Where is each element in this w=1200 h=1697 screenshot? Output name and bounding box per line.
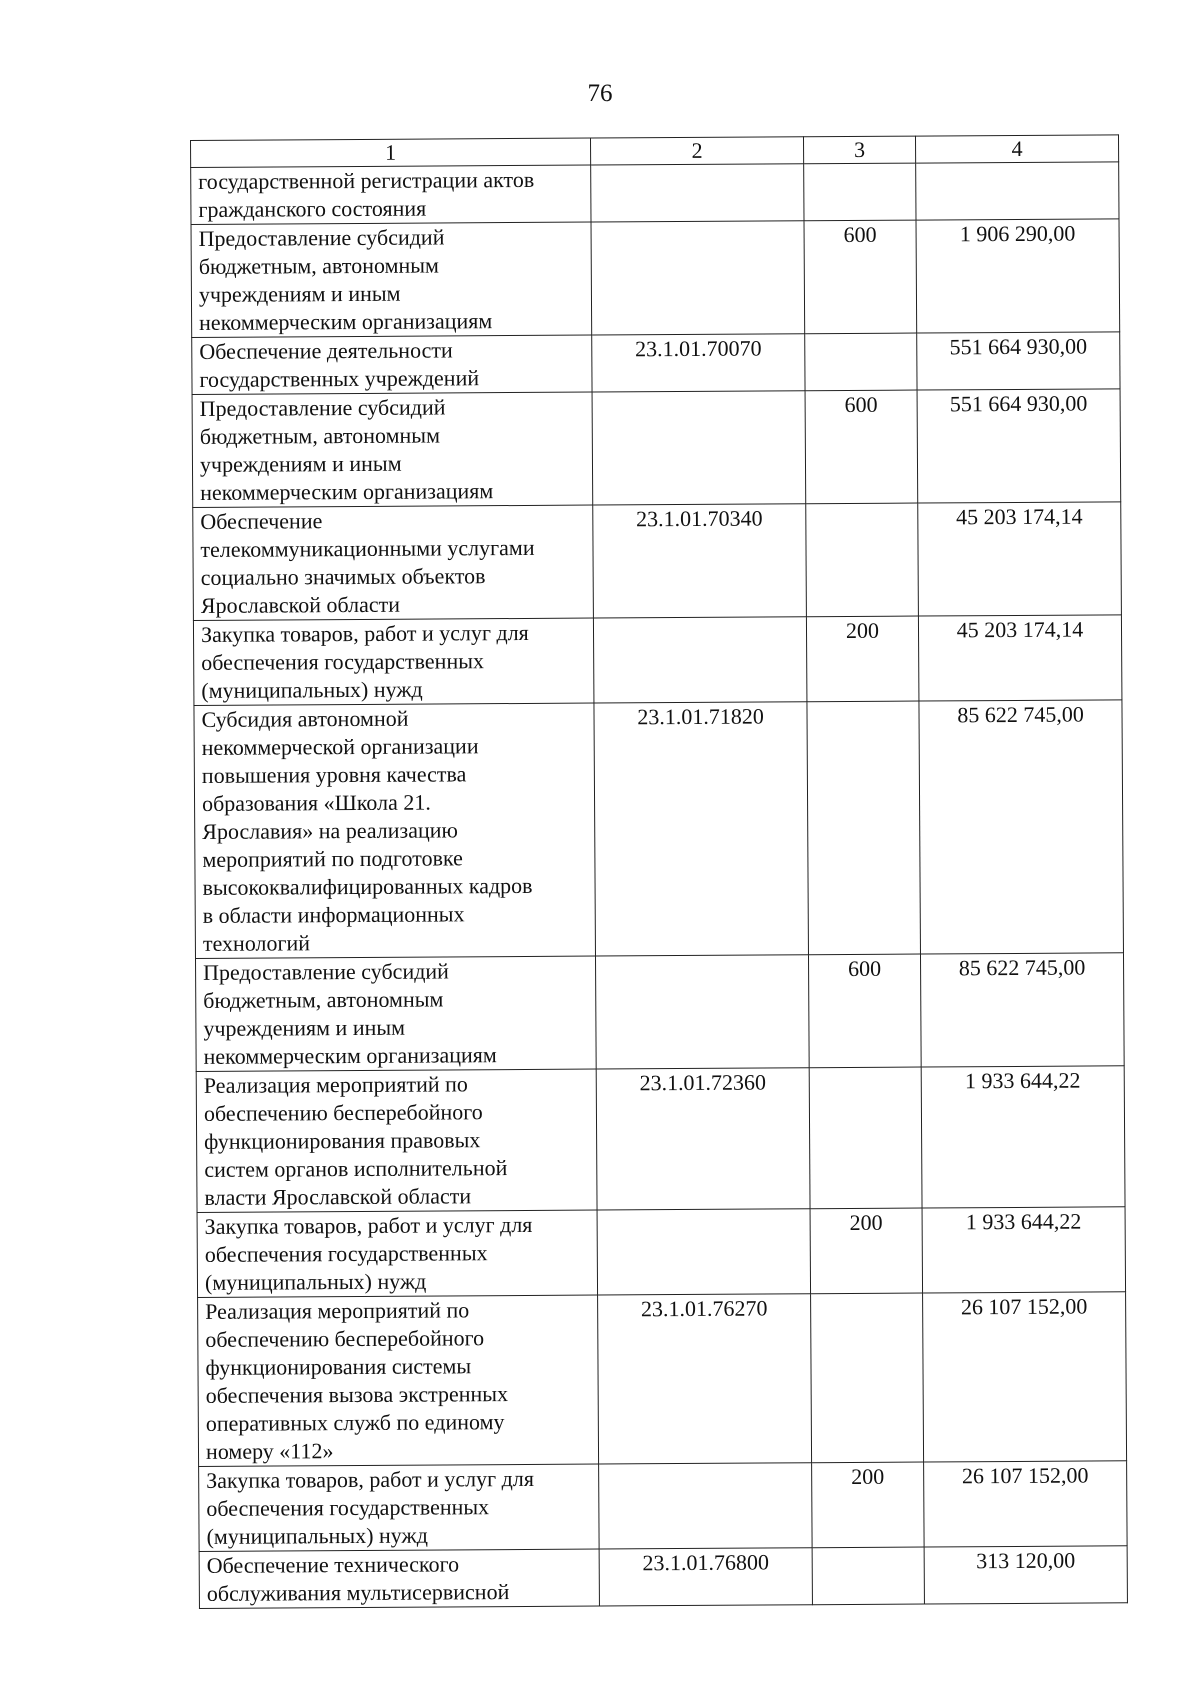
row-name-line: образования «Школа 21. [201,789,431,816]
row-expense-type-cell: 600 [805,390,918,504]
table-row [199,1461,1128,1552]
row-name-line: оперативных служб по единому [205,1409,505,1436]
row-name-cell [193,618,594,705]
row-amount-cell: 85 622 745,00 [920,953,1124,1067]
row-name-line: обеспечения вызова экстренных [205,1381,509,1408]
table-body [191,162,1128,1609]
row-code-cell [592,391,806,505]
row-name-line: повышения уровня качества [201,761,467,788]
row-name-line: функционирования системы [205,1353,472,1380]
row-amount-cell: 551 664 930,00 [917,332,1120,390]
row-name-line: Закупка товаров, работ и услуг для [204,1211,533,1239]
row-name-line: в области информационных [202,901,465,928]
row-amount-cell [916,162,1119,220]
table-row [192,332,1120,395]
row-name-cell [199,1464,600,1551]
row-code-cell [591,221,805,335]
row-amount-cell: 45 203 174,14 [918,502,1122,616]
row-name-cell [194,703,596,958]
row-name-cell [192,392,593,507]
row-name-cell [197,1210,598,1297]
row-name-line: Ярославской области [200,591,401,618]
row-name-line: некоммерческим организациям [203,1042,497,1069]
row-name-line: обеспечения государственных [201,648,485,675]
row-name-cell [195,956,596,1071]
row-code-cell [593,617,807,703]
row-name-line: высококвалифицированных кадров [202,872,533,900]
row-code-cell: 23.1.01.71820 [594,702,809,956]
row-name-line: учреждениям и иным [198,280,401,307]
row-amount-cell: 85 622 745,00 [919,700,1124,954]
row-name-line: социально значимых объектов [200,563,486,590]
page-number: 76 [587,80,613,107]
table-row [193,615,1122,706]
row-name-line: обеспечения государственных [206,1494,490,1521]
row-name-line: технологий [202,930,311,956]
row-name-line: Ярославия» на реализацию [202,817,459,844]
row-expense-type-cell: 200 [810,1208,923,1294]
row-name-line: некоммерческим организациям [200,478,494,505]
row-name-line: государственных учреждений [199,365,480,392]
table-row [194,700,1124,959]
row-name-line: Обеспечение [200,508,323,534]
row-name-line: (муниципальных) нужд [201,676,423,703]
table-row [199,1546,1127,1609]
row-expense-type-cell: 200 [806,616,919,702]
row-amount-cell: 1 906 290,00 [916,219,1120,333]
table-row [191,162,1119,225]
row-code-cell: 23.1.01.70070 [592,334,805,392]
row-name-cell [191,222,592,337]
row-name-line: Предоставление субсидий [199,394,446,421]
row-name-line: учреждениям и иным [203,1014,406,1041]
column-header-1: 1 [191,138,591,167]
row-name-line: Реализация мероприятий по [205,1297,470,1324]
column-header-4: 4 [915,135,1118,163]
row-name-cell [192,335,592,394]
row-amount-cell: 313 120,00 [924,1546,1127,1604]
row-expense-type-cell [811,1293,924,1463]
row-code-cell: 23.1.01.76800 [599,1548,812,1606]
row-name-line: обеспечению бесперебойного [203,1099,483,1126]
row-code-cell: 23.1.01.72360 [596,1068,810,1210]
row-code-cell [597,1209,811,1295]
table-row [192,389,1121,508]
row-name-line: бюджетным, автономным [198,252,440,279]
row-expense-type-cell [805,333,917,391]
row-amount-cell: 1 933 644,22 [921,1066,1125,1208]
row-expense-type-cell [809,1067,922,1209]
row-name-line: гражданского состояния [198,195,427,222]
row-name-line: Обеспечение технического [206,1551,460,1578]
row-name-line: Обеспечение деятельности [199,337,453,364]
row-name-line: Закупка товаров, работ и услуг для [206,1465,535,1493]
row-code-cell: 23.1.01.76270 [598,1294,812,1464]
row-name-line: власти Ярославской области [204,1183,472,1210]
row-expense-type-cell [804,163,916,221]
row-amount-cell: 551 664 930,00 [917,389,1121,503]
row-name-cell [193,505,594,620]
row-name-cell [191,165,591,224]
row-name-line: Предоставление субсидий [203,958,449,985]
row-name-line: систем органов исполнительной [204,1155,508,1182]
row-name-line: некоммерческой организации [201,733,479,760]
budget-table [190,134,1128,1609]
row-name-cell [199,1549,599,1608]
row-name-cell [196,1069,597,1212]
row-name-line: Закупка товаров, работ и услуг для [200,619,529,647]
row-amount-cell: 26 107 152,00 [923,1292,1127,1462]
row-name-line: (муниципальных) нужд [204,1268,427,1295]
table-row [197,1207,1126,1298]
row-name-line: мероприятий по подготовке [202,845,463,872]
row-name-line: бюджетным, автономным [199,422,441,449]
row-name-line: номеру «112» [205,1438,334,1464]
row-amount-cell: 26 107 152,00 [924,1461,1128,1547]
row-name-line: телекоммуникационными услугами [200,534,535,562]
row-amount-cell: 1 933 644,22 [922,1207,1126,1293]
row-expense-type-cell [806,503,919,617]
row-code-cell [591,164,804,222]
row-name-line: обеспечения государственных [204,1240,488,1267]
table-row [196,1066,1125,1213]
row-name-line: функционирования правовых [204,1127,481,1154]
row-code-cell: 23.1.01.70340 [593,504,807,618]
row-name-cell [198,1295,599,1466]
table-row [198,1292,1127,1467]
row-name-line: бюджетным, автономным [203,986,444,1013]
row-expense-type-cell [807,701,921,955]
row-name-line: учреждениям и иным [199,450,402,477]
row-name-line: обеспечению бесперебойного [205,1325,485,1352]
column-header-2: 2 [590,137,803,165]
row-name-line: (муниципальных) нужд [206,1522,428,1549]
column-header-3: 3 [803,136,915,164]
row-name-line: Субсидия автономной [201,705,409,732]
row-name-line: Предоставление субсидий [198,224,445,251]
row-code-cell [595,955,809,1069]
row-name-line: Реализация мероприятий по [203,1071,468,1098]
row-name-line: государственной регистрации актов [198,166,535,194]
row-code-cell [599,1463,813,1549]
table-row [195,953,1124,1072]
table-row [191,219,1120,338]
row-amount-cell: 45 203 174,14 [918,615,1122,701]
row-name-line: некоммерческим организациям [199,308,493,335]
row-name-line: обслуживания мультисервисной [206,1579,510,1606]
row-expense-type-cell [812,1547,924,1605]
row-expense-type-cell: 200 [812,1462,925,1548]
row-expense-type-cell: 600 [808,954,921,1068]
row-expense-type-cell: 600 [804,220,917,334]
table-row [193,502,1122,621]
